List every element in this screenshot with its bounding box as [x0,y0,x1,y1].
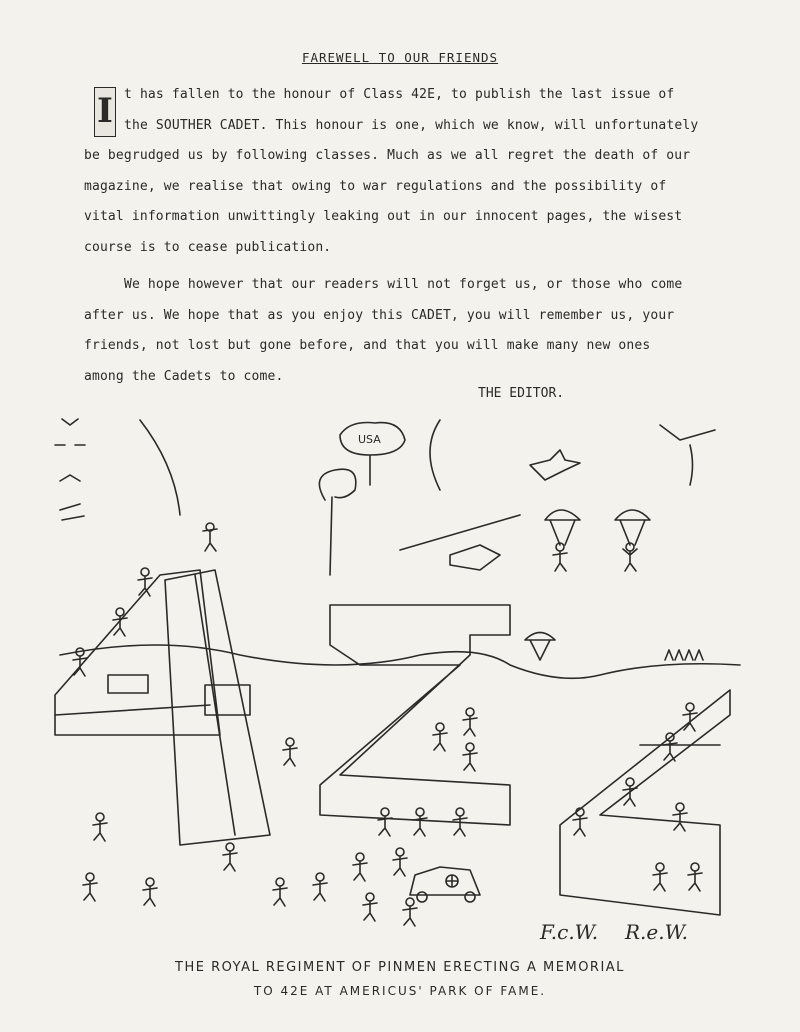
parachute [615,510,650,545]
usa-sign-text: USA [358,433,381,446]
ambulance-car [410,867,480,895]
tree [319,469,355,575]
text-line: after us. We hope that as you enjoy this CADET, you will remember us, your [84,307,675,323]
text-line: vital information unwittingly leaking out in our innocent pages, the wisest [84,209,683,224]
usa-sign [340,423,405,486]
page-title: FAREWELL TO OUR FRIENDS [301,50,499,65]
text-line: the SOUTHER CADET. This honour is one, which we know, will unfortunately [124,117,699,133]
text-line: among the Cadets to come. [84,368,284,384]
helicopter [400,515,520,570]
illustration-caption-line-1: THE ROYAL REGIMENT OF PINMEN ERECTING A MEMORIAL [175,960,625,975]
right-wall [560,690,730,915]
hill-line [60,645,740,678]
text-line: be begrudged us by following classes. Much as we all regret the death of our [84,148,691,163]
signature-right: R.e.W. [625,920,689,944]
text-line: t has fallen to the honour of Class 42E, to publish the last issue of [124,87,675,102]
paragraph-1 [84,80,724,263]
drop-cap: I [94,87,116,137]
crate [205,685,250,715]
signature-left: F.c.W. [540,920,599,944]
zigzag-wall [320,605,510,825]
text-line: friends, not lost but gone before, and that you will make many new ones [84,338,651,353]
paragraph-2 [84,270,724,392]
text-line: magazine, we realise that owing to war regulations and the possibility of [84,178,667,194]
parachute [525,633,555,661]
parachute [545,510,580,545]
pinmen-cartoon-illustration [40,405,760,950]
plane [530,450,580,480]
text-line: We hope however that our readers will not forget us, or those who come [124,277,683,292]
illustration-caption-line-2: TO 42E AT AMERICUS' PARK OF FAME. [253,984,547,998]
editor-signoff: THE EDITOR. [478,386,565,401]
text-line: course is to cease publication. [84,239,332,255]
stick-figures [73,523,702,926]
